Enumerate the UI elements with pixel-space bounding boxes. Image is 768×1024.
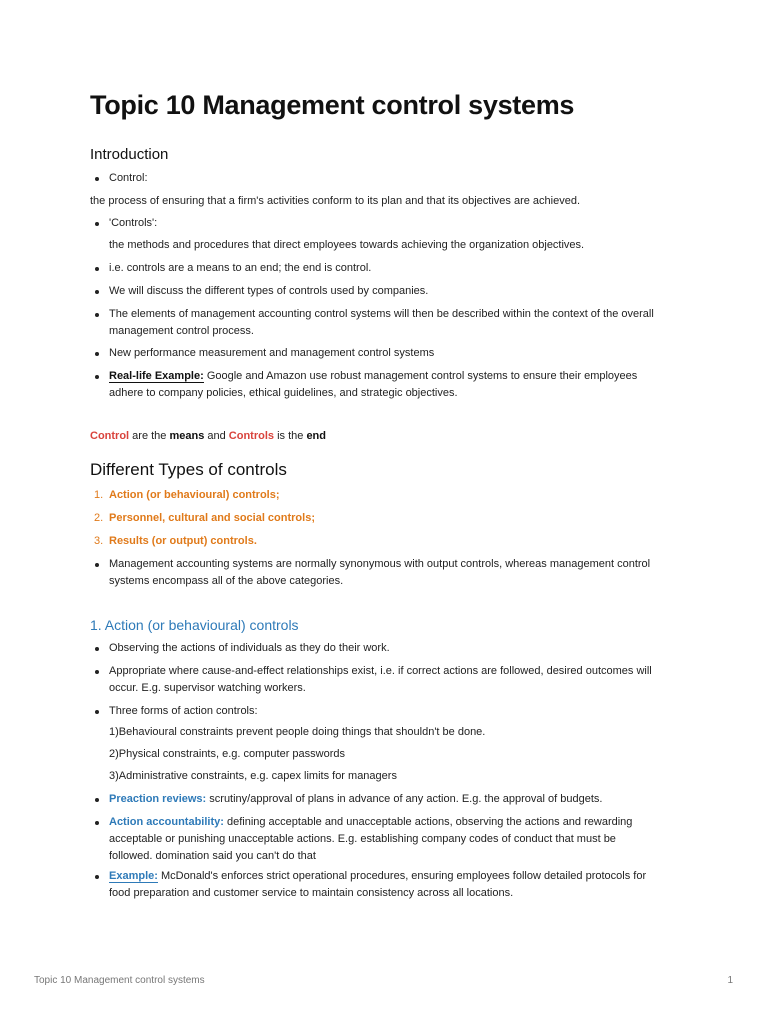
bullet-text: We will discuss the different types of controls used by companies. <box>109 285 429 297</box>
list-item <box>90 170 680 187</box>
list-item <box>90 215 680 232</box>
controls-definition: the methods and procedures that direct employees towards achieving the organization objectives. <box>109 239 585 251</box>
summary-control: Control <box>90 430 130 442</box>
list-item <box>90 791 680 808</box>
real-life-text: Google and Amazon use robust management control systems to ensure their employees <box>203 370 638 382</box>
real-life-example-label: Real-life Example: <box>109 370 204 382</box>
bullet-icon <box>95 798 99 802</box>
introduction-heading: Introduction <box>90 146 169 163</box>
preaction-label: Preaction reviews: <box>109 793 207 805</box>
form-behavioural: 1)Behavioural constraints prevent people doing things that shouldn't be done. <box>109 726 486 738</box>
list-item <box>90 814 680 865</box>
accountability-text-cont: followed. domination said you can't do that <box>109 850 316 862</box>
preaction-text: scrutiny/approval of plans in advance of any action. E.g. the approval of budgets. <box>206 793 603 805</box>
list-item <box>90 663 680 697</box>
bullet-icon <box>95 177 99 181</box>
summary-line: Control are the means and Controls is the end <box>90 430 326 442</box>
list-item: 1. Action (or behavioural) controls; <box>90 487 680 504</box>
bullet-text: Observing the actions of individuals as they do their work. <box>109 642 390 654</box>
bullet-icon <box>95 290 99 294</box>
list-item: 2. Personnel, cultural and social controls; <box>90 510 680 527</box>
control-definition: the process of ensuring that a firm's activities conform to its plan and that its objectives are achieved. <box>90 195 581 207</box>
example-text: McDonald's enforces strict operational procedures, ensuring employees follow detailed protocols for <box>157 870 647 882</box>
bullet-icon <box>95 670 99 674</box>
form-administrative: 3)Administrative constraints, e.g. capex limits for managers <box>109 770 397 782</box>
bullet-text: New performance measurement and management control systems <box>109 347 435 359</box>
list-item <box>90 703 680 720</box>
list-item <box>90 283 680 300</box>
bullet-icon <box>95 313 99 317</box>
list-item <box>90 306 680 340</box>
bullet-icon <box>95 267 99 271</box>
real-life-text-cont: adhere to company policies, ethical guidelines, and strategic objectives. <box>109 387 458 399</box>
page-title: Topic 10 Management control systems <box>90 90 575 120</box>
types-heading: Different Types of controls <box>90 460 287 479</box>
bullet-icon <box>95 710 99 714</box>
type-label: Results (or output) controls. <box>109 535 257 547</box>
summary-end: end <box>306 430 326 442</box>
control-label: Control: <box>109 172 148 184</box>
footer-title: Topic 10 Management control systems <box>34 975 205 986</box>
controls-label: 'Controls': <box>109 217 158 229</box>
bullet-text: Three forms of action controls: <box>109 705 258 717</box>
page-number: 1 <box>727 975 733 986</box>
bullet-text: The elements of management accounting control systems will then be described within the context of the overall <box>109 308 654 320</box>
accountability-label: Action accountability: <box>109 816 224 828</box>
list-item <box>90 868 680 902</box>
form-physical: 2)Physical constraints, e.g. computer passwords <box>109 748 345 760</box>
list-item <box>90 368 680 402</box>
accountability-text: defining acceptable and unacceptable actions, observing the actions and rewarding <box>223 816 633 828</box>
bullet-text: i.e. controls are a means to an end; the end is control. <box>109 262 372 274</box>
list-item <box>90 345 680 362</box>
list-item <box>90 640 680 657</box>
accountability-text-cont: acceptable or punishing unacceptable actions. E.g. establishing company codes of conduct that must be <box>109 833 616 845</box>
bullet-text-cont: systems encompass all of the above categories. <box>109 575 344 587</box>
bullet-icon <box>95 821 99 825</box>
summary-means: means <box>169 430 205 442</box>
list-item: 3. Results (or output) controls. <box>90 533 680 550</box>
bullet-text: Management accounting systems are normally synonymous with output controls, whereas management control <box>109 558 651 570</box>
bullet-icon <box>95 222 99 226</box>
bullet-icon <box>95 563 99 567</box>
example-label: Example: <box>109 870 158 882</box>
bullet-icon <box>95 647 99 651</box>
bullet-icon <box>95 352 99 356</box>
bullet-icon <box>95 375 99 379</box>
bullet-icon <box>95 875 99 879</box>
summary-controls: Controls <box>228 430 275 442</box>
type-label: Personnel, cultural and social controls; <box>109 512 315 524</box>
bullet-text: Appropriate where cause-and-effect relationships exist, i.e. if correct actions are followed, desired outcomes will <box>109 665 652 677</box>
type-label: Action (or behavioural) controls; <box>109 489 280 501</box>
list-item <box>90 556 680 590</box>
action-controls-heading: 1. Action (or behavioural) controls <box>90 617 299 633</box>
bullet-text-cont: management control process. <box>109 325 254 337</box>
list-item <box>90 260 680 277</box>
bullet-text-cont: occur. E.g. supervisor watching workers. <box>109 682 306 694</box>
example-text-cont: food preparation and customer service to maintain consistency across all locations. <box>109 887 514 899</box>
